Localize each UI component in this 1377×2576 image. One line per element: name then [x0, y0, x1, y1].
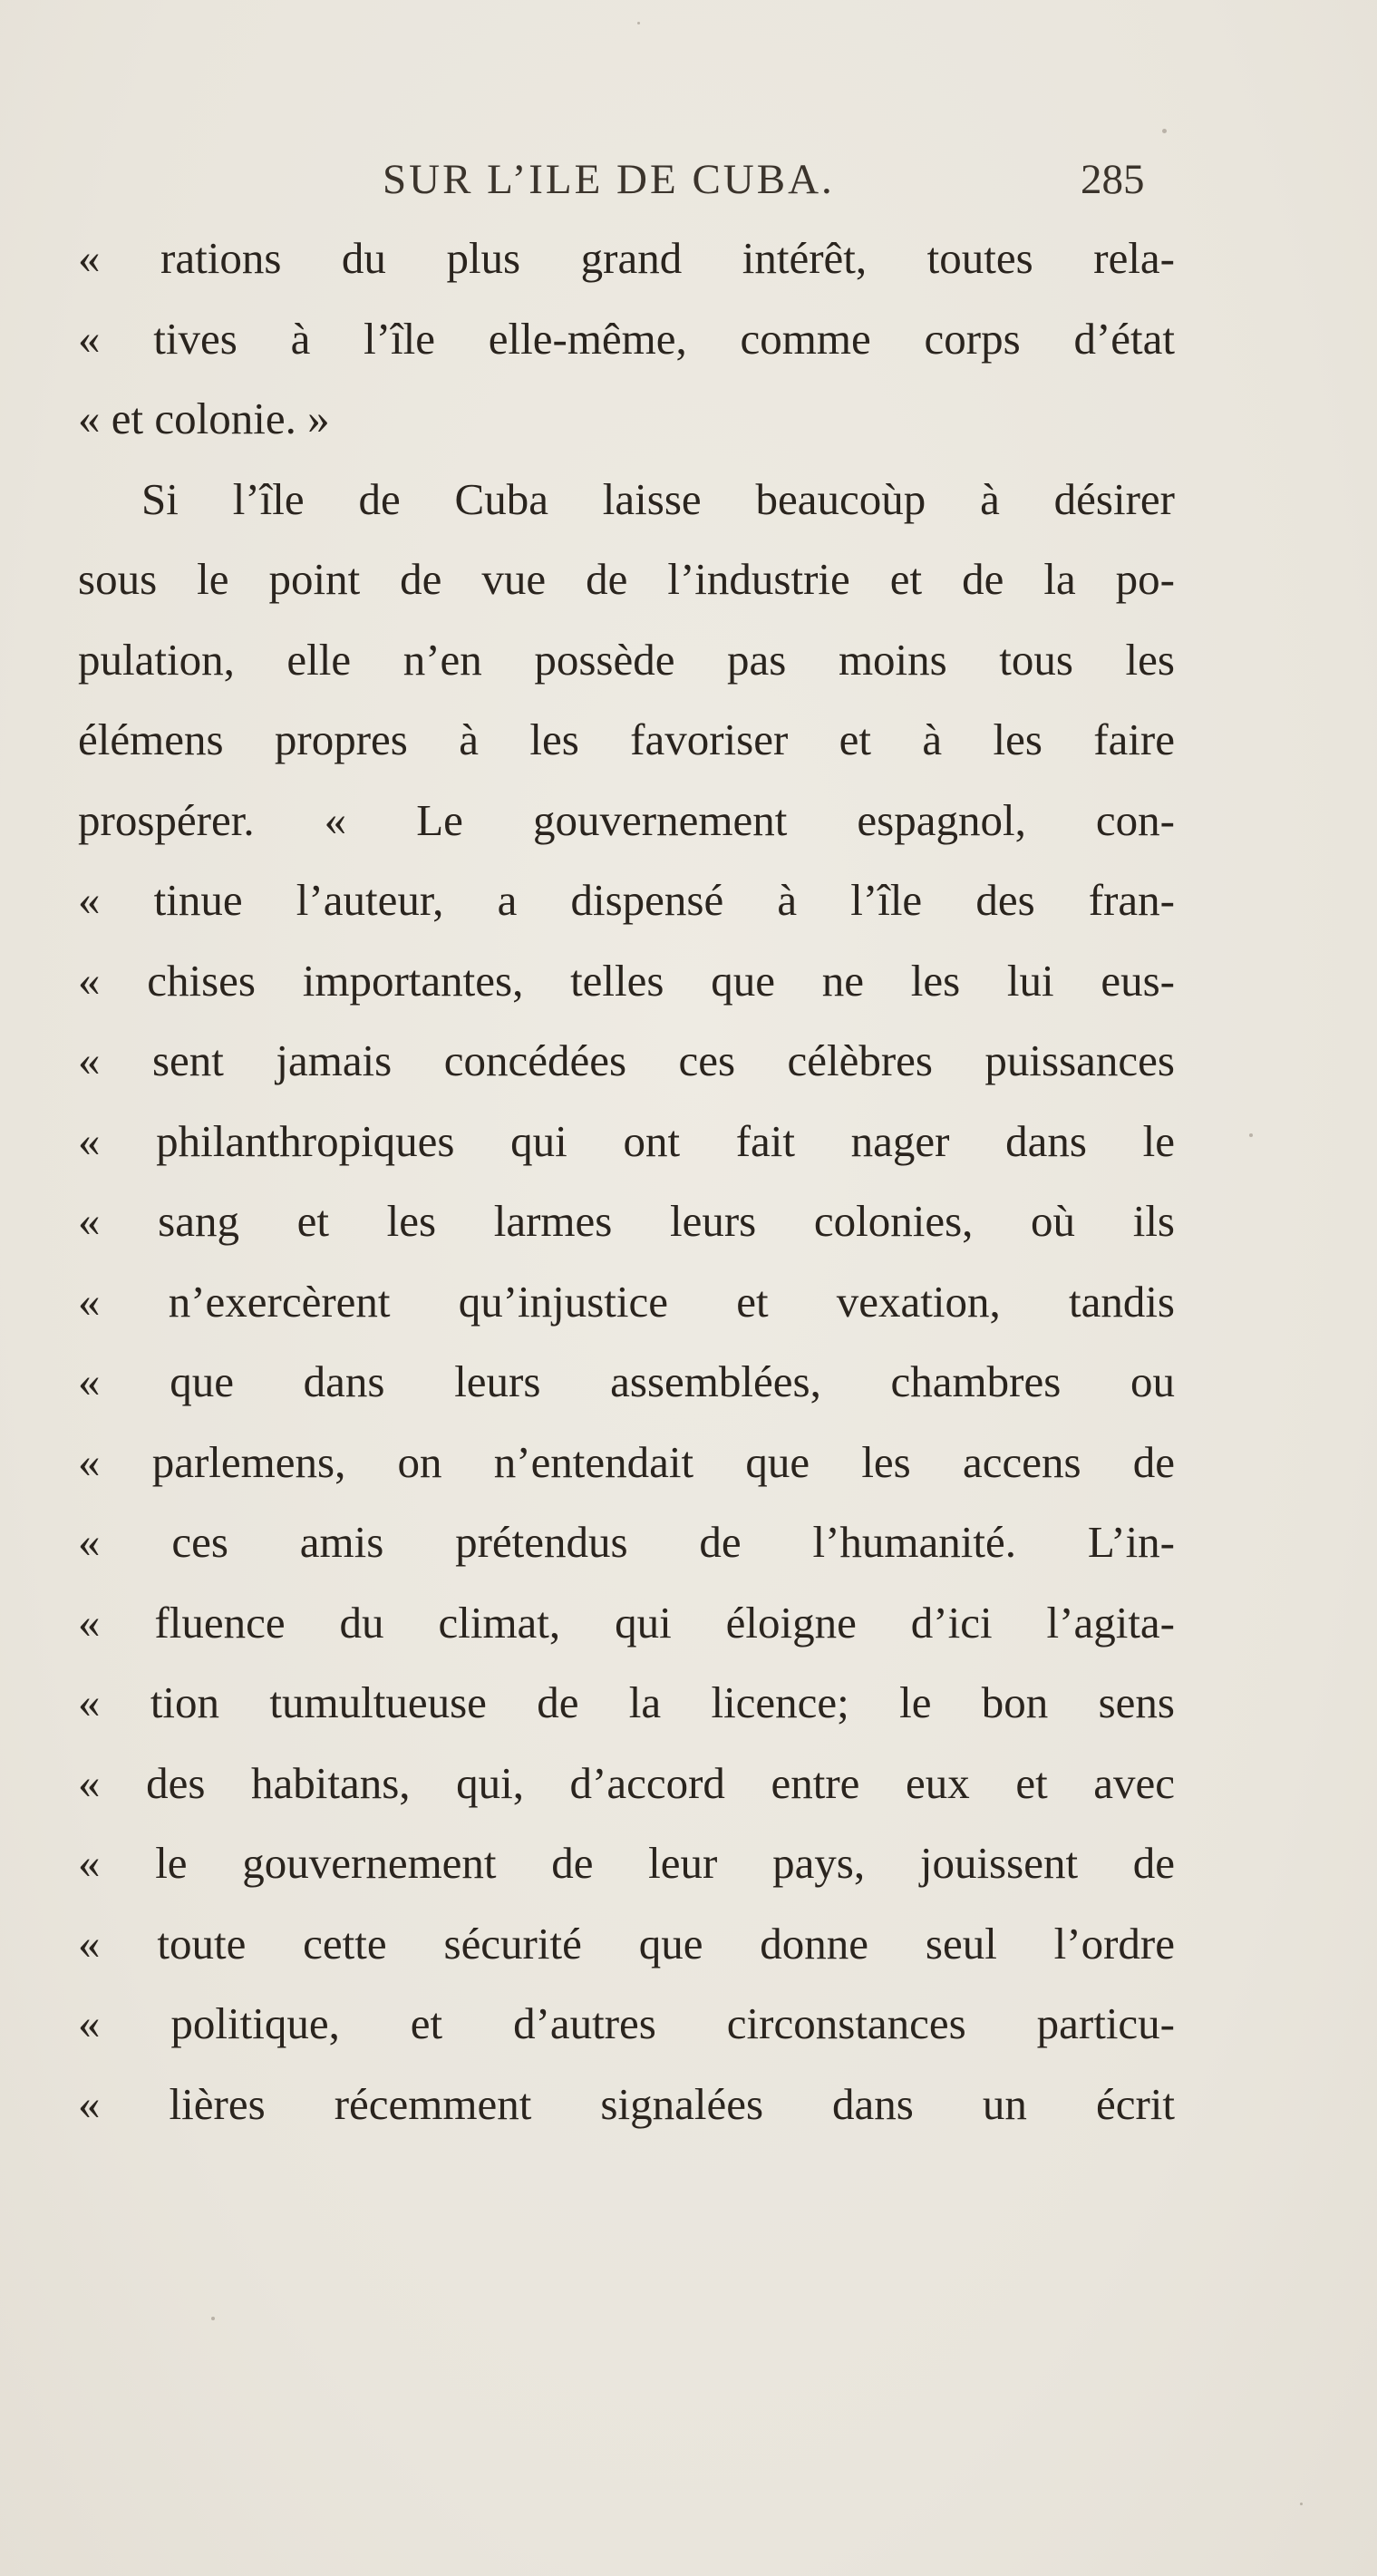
paper-speck [1249, 1133, 1253, 1137]
text-line: « tion tumultueuse de la licence; le bon sens [78, 1677, 1175, 1727]
paper-speck [211, 2317, 215, 2320]
paragraph-first-line: Si l’île de Cuba laisse beaucoùp à désirer [141, 473, 1175, 524]
text-line: « toute cette sécurité que donne seul l’ordre [78, 1918, 1175, 1968]
text-line: « sang et les larmes leurs colonies, où ils [78, 1196, 1175, 1246]
text-line: « fluence du climat, qui éloigne d’ici l’agita- [78, 1597, 1175, 1648]
paper-speck [1162, 129, 1167, 133]
text-line: « n’exercèrent qu’injustice et vexation, tandis [78, 1276, 1175, 1327]
page-header [0, 152, 1377, 207]
text-line: « ces amis prétendus de l’humanité. L’in- [78, 1517, 1175, 1567]
text-line: « politique, et d’autres circonstances particu- [78, 1998, 1175, 2048]
paper-speck [1300, 2503, 1303, 2505]
text-line: « tinue l’auteur, a dispensé à l’île des fran- [78, 875, 1175, 925]
text-line: « philanthropiques qui ont fait nager dans le [78, 1115, 1175, 1166]
text-line: élémens propres à les favoriser et à les faire [78, 714, 1175, 764]
text-line: « tives à l’île elle-même, comme corps d’état [78, 313, 1175, 364]
text-line: « parlemens, on n’entendait que les accens de [78, 1436, 1175, 1487]
paper-speck [637, 22, 640, 24]
text-line: « des habitans, qui, d’accord entre eux et avec [78, 1757, 1175, 1808]
body-text [78, 219, 1175, 2144]
text-line: prospérer. « Le gouvernement espagnol, con- [78, 794, 1175, 845]
text-line: « que dans leurs assemblées, chambres ou [78, 1356, 1175, 1406]
text-line: « sent jamais concédées ces célèbres puissances [78, 1035, 1175, 1085]
text-line: sous le point de vue de l’industrie et de la po- [78, 554, 1175, 604]
text-line: « le gouvernement de leur pays, jouissent de [78, 1838, 1175, 1888]
page-number: 285 [1081, 156, 1145, 203]
text-line: « et colonie. » [78, 394, 330, 443]
text-line: « rations du plus grand intérêt, toutes rela- [78, 233, 1175, 283]
text-line: pulation, elle n’en possède pas moins tous les [78, 634, 1175, 685]
text-line: « lières récemment signalées dans un écrit [78, 2078, 1175, 2129]
running-title: SUR L’ILE DE CUBA. [383, 156, 835, 203]
text-line: « chises importantes, telles que ne les lui eus- [78, 955, 1175, 1006]
